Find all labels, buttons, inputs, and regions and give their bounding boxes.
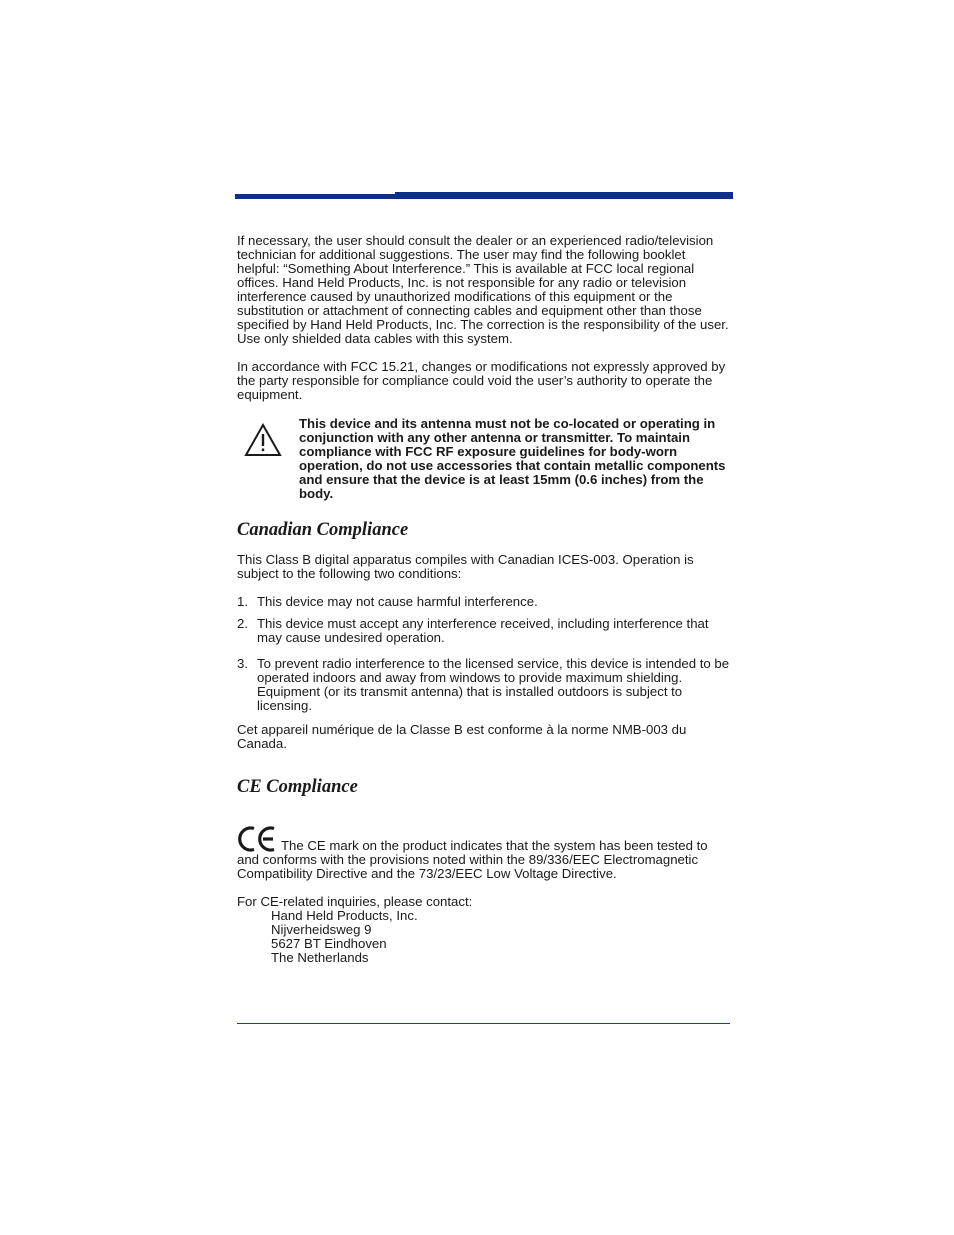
warning-text: This device and its antenna must not be co-located or operating in conjunction with any other antenna or transmitter. To maintain compliance with FCC RF exposure guidelines for body-worn operation, do not use accessories that contain metallic components and ensure that the device is at least 15mm (0.6 inches) from the body. xyxy=(299,416,726,501)
list-item-text: This device may not cause harmful interference. xyxy=(257,594,538,609)
list-item-number: 1. xyxy=(237,594,248,609)
list-item-number: 2. xyxy=(237,616,248,631)
canadian-french-statement: Cet appareil numérique de la Classe B est conforme à la norme NMB-003 du Canada. xyxy=(237,722,687,751)
list-item xyxy=(237,595,730,609)
list-item-text: This device must accept any interference received, including interference that may cause undesired operation. xyxy=(257,616,709,645)
fcc-paragraph-1: If necessary, the user should consult the dealer or an experienced radio/television technician for additional suggestions. The user may find the following booklet helpful: “Something About Interference.” This is available at FCC local regional offices. Hand Held Products, Inc. is not responsible for any radio or television interference caused by unauthorized modifications of this equipment or the substitution or attachment of connecting cables and equipment other than those specified by Hand Held Products, Inc. The correction is the responsibility of the user. Use only shielded data cables with this system. xyxy=(237,233,729,346)
header-bar-highlight xyxy=(235,192,395,194)
ce-mark-icon xyxy=(237,825,279,853)
address-line-country: The Netherlands xyxy=(271,950,369,965)
warning-note xyxy=(237,417,730,501)
address-line-city: 5627 BT Eindhoven xyxy=(271,936,387,951)
conditions-list xyxy=(237,595,730,713)
warning-icon xyxy=(244,423,282,457)
ce-statement-text: The CE mark on the product indicates that the system has been tested to and conforms with the provisions noted within the 89/336/EEC Electromagnetic Compatibility Directive and the 73/23/EEC Low Voltage Directive. xyxy=(237,838,708,881)
address-line-company: Hand Held Products, Inc. xyxy=(271,908,418,923)
list-item xyxy=(237,657,730,713)
ce-compliance-heading: CE Compliance xyxy=(237,777,358,797)
canadian-compliance-heading: Canadian Compliance xyxy=(237,520,409,540)
contact-address xyxy=(237,909,730,965)
list-item xyxy=(237,617,730,645)
footer-rule xyxy=(237,1023,730,1024)
list-item-text: To prevent radio interference to the licensed service, this device is intended to be operated indoors and away from windows to provide maximum shielding. Equipment (or its transmit antenna) that is installed outdoors is subject to licensing. xyxy=(257,656,730,713)
address-line-street: Nijverheidsweg 9 xyxy=(271,922,372,937)
ce-statement xyxy=(237,825,730,881)
page-content xyxy=(237,234,730,965)
canadian-intro: This Class B digital apparatus compiles with Canadian ICES-003. Operation is subject to the following two conditions: xyxy=(237,552,694,581)
ce-contact-intro: For CE-related inquiries, please contact: xyxy=(237,894,473,909)
fcc-paragraph-2: In accordance with FCC 15.21, changes or modifications not expressly approved by the party responsible for compliance could void the user’s authority to operate the equipment. xyxy=(237,359,726,402)
list-item-number: 3. xyxy=(237,656,248,671)
